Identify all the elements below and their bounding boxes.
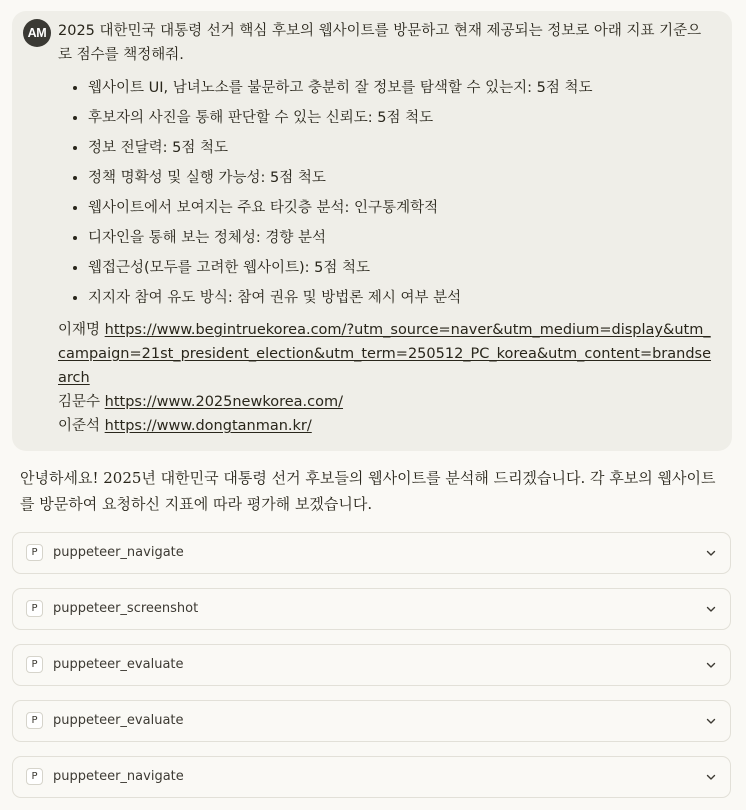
tool-call-card[interactable] — [12, 700, 731, 742]
criteria-item: • 디자인을 통해 보는 정체성: 경향 분석 — [88, 226, 593, 256]
criteria-item: • 지지자 참여 유도 방식: 참여 권유 및 방법론 제시 여부 분석 — [88, 286, 593, 316]
tool-call-name: puppeteer_navigate — [53, 769, 184, 784]
tool-call-card[interactable] — [12, 644, 731, 686]
tool-call-card[interactable] — [12, 532, 731, 574]
candidate-row — [58, 414, 718, 438]
criteria-list — [68, 76, 593, 316]
assistant-message-text: 안녕하세요! 2025년 대한민국 대통령 선거 후보들의 웹사이트를 분석해 드리겠습니다. 각 후보의 웹사이트를 방문하여 요청하신 지표에 따라 평가해 보겠습니다. — [20, 469, 716, 513]
tool-call-name: puppeteer_evaluate — [53, 657, 184, 672]
candidate-link[interactable]: https://www.begintruekorea.com/?utm_source=naver&utm_medium=display&utm_campaign=21st_president_election&utm_term=250512_PC_korea&utm_content=brandsearch — [58, 322, 712, 386]
tool-call-name: puppeteer_evaluate — [53, 713, 184, 728]
candidate-name: 이준석 — [58, 418, 101, 434]
chevron-down-icon[interactable] — [704, 602, 718, 616]
candidate-row — [58, 390, 718, 414]
user-avatar[interactable]: AM — [23, 19, 51, 47]
puppeteer-tool-icon: P — [26, 544, 43, 561]
puppeteer-tool-icon: P — [26, 656, 43, 673]
candidate-row — [58, 318, 718, 390]
chevron-down-icon[interactable] — [704, 770, 718, 784]
user-message — [12, 11, 732, 451]
criteria-item: • 웹사이트에서 보여지는 주요 타깃층 분석: 인구통계학적 — [88, 196, 593, 226]
tool-call-card[interactable] — [12, 756, 731, 798]
chevron-down-icon[interactable] — [704, 658, 718, 672]
tool-call-name: puppeteer_screenshot — [53, 601, 199, 616]
candidate-name: 이재명 — [58, 322, 101, 338]
tool-call-name: puppeteer_navigate — [53, 545, 184, 560]
puppeteer-tool-icon: P — [26, 712, 43, 729]
user-prompt-text: 2025 대한민국 대통령 선거 핵심 후보의 웹사이트를 방문하고 현재 제공되는 정보로 아래 지표 기준으로 점수를 책정해줘. — [58, 23, 702, 63]
criteria-item: • 정책 명확성 및 실행 가능성: 5점 척도 — [88, 166, 593, 196]
candidate-link[interactable]: https://www.2025newkorea.com/ — [104, 394, 344, 410]
tool-call-card[interactable] — [12, 588, 731, 630]
puppeteer-tool-icon: P — [26, 768, 43, 785]
chevron-down-icon[interactable] — [704, 714, 718, 728]
candidate-link[interactable]: https://www.dongtanman.kr/ — [104, 418, 312, 434]
candidate-name: 김문수 — [58, 394, 101, 410]
criteria-item: • 후보자의 사진을 통해 판단할 수 있는 신뢰도: 5점 척도 — [88, 106, 593, 136]
criteria-item: • 웹사이트 UI, 남녀노소를 불문하고 충분히 잘 정보를 탐색할 수 있는지: 5점 척도 — [88, 76, 593, 106]
puppeteer-tool-icon: P — [26, 600, 43, 617]
criteria-item: • 웹접근성(모두를 고려한 웹사이트): 5점 척도 — [88, 256, 593, 286]
chevron-down-icon[interactable] — [704, 546, 718, 560]
candidate-links — [58, 318, 718, 438]
criteria-item: • 정보 전달력: 5점 척도 — [88, 136, 593, 166]
